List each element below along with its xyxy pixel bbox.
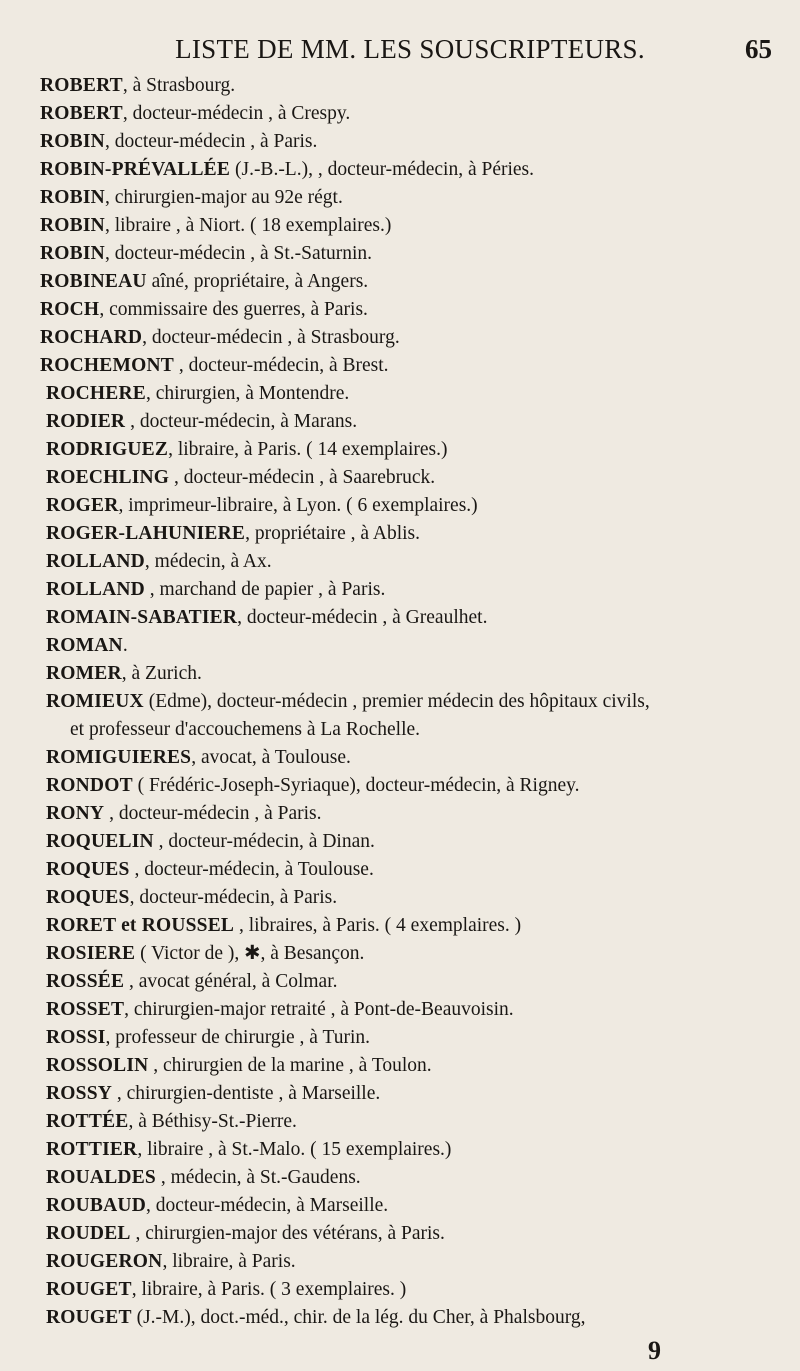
list-item xyxy=(40,1192,770,1220)
subscriber-name: RONY xyxy=(46,803,105,824)
subscriber-details: , chirurgien-major des vétérans, à Paris. xyxy=(130,1223,445,1244)
list-item xyxy=(40,1024,770,1052)
subscriber-name: ROBIN xyxy=(40,215,105,236)
list-item xyxy=(40,520,770,548)
subscriber-details: , docteur-médecin , à St.-Saturnin. xyxy=(104,243,373,264)
subscriber-details: . xyxy=(122,635,128,656)
list-item xyxy=(40,688,770,716)
subscriber-details: , libraires, à Paris. ( 4 exemplaires. ) xyxy=(234,915,522,936)
list-item xyxy=(40,1276,770,1304)
list-item xyxy=(40,856,770,884)
subscriber-name: ROCHERE xyxy=(46,383,146,404)
subscriber-name: ROUALDES xyxy=(46,1167,156,1188)
list-item xyxy=(40,912,770,940)
subscriber-name: ROCH xyxy=(40,299,100,320)
list-item xyxy=(40,1248,770,1276)
subscriber-details: , docteur-médecin , à Crespy. xyxy=(122,103,351,124)
subscriber-details: , imprimeur-libraire, à Lyon. ( 6 exemplaires.) xyxy=(118,495,478,516)
subscriber-details: et professeur d'accouchemens à La Rochelle. xyxy=(70,719,421,740)
subscriber-name: ROUDEL xyxy=(46,1223,131,1244)
subscriber-details: , libraire , à St.-Malo. ( 15 exemplaires.) xyxy=(137,1139,452,1160)
subscriber-name: ROCHEMONT xyxy=(40,355,174,376)
list-item xyxy=(40,436,770,464)
subscriber-details: , docteur-médecin , à Greaulhet. xyxy=(237,607,488,628)
subscriber-details: , médecin, à St.-Gaudens. xyxy=(155,1167,361,1188)
list-item-continuation xyxy=(40,716,770,744)
list-item xyxy=(40,156,770,184)
subscriber-details: , docteur-médecin , à Saarebruck. xyxy=(169,467,436,488)
subscriber-details: (J.-B.-L.), , docteur-médecin, à Péries. xyxy=(230,159,535,180)
subscriber-details: , marchand de papier , à Paris. xyxy=(144,579,386,600)
list-item xyxy=(40,744,770,772)
subscriber-name: ROTTÉE xyxy=(46,1111,129,1132)
list-item xyxy=(40,268,770,296)
list-item xyxy=(40,772,770,800)
subscriber-name: RORET et ROUSSEL xyxy=(46,915,235,936)
subscriber-name: ROBERT xyxy=(40,75,123,96)
subscriber-name: ROMIEUX xyxy=(46,691,144,712)
list-item xyxy=(40,352,770,380)
subscriber-details: (J.-M.), doct.-méd., chir. de la lég. du Cher, à Phalsbourg, xyxy=(131,1307,586,1328)
list-item xyxy=(40,100,770,128)
subscriber-details: , avocat général, à Colmar. xyxy=(124,971,338,992)
subscriber-details: , propriétaire , à Ablis. xyxy=(245,523,421,544)
subscriber-name: ROECHLING xyxy=(46,467,170,488)
subscriber-name: ROBINEAU xyxy=(40,271,147,292)
subscriber-name: RODIER xyxy=(46,411,126,432)
list-item xyxy=(40,492,770,520)
subscriber-name: ROSIERE xyxy=(46,943,136,964)
subscriber-details: , docteur-médecin , à Paris. xyxy=(104,131,318,152)
subscriber-details: , commissaire des guerres, à Paris. xyxy=(99,299,368,320)
subscriber-name: ROBIN-PRÉVALLÉE xyxy=(40,159,231,180)
list-item xyxy=(40,464,770,492)
subscriber-details: (Edme), docteur-médecin , premier médecin des hôpitaux civils, xyxy=(143,691,650,712)
subscriber-name: ROTTIER xyxy=(46,1139,138,1160)
subscriber-details: , libraire , à Niort. ( 18 exemplaires.) xyxy=(104,215,392,236)
subscriber-name: RONDOT xyxy=(46,775,133,796)
subscriber-name: ROLLAND xyxy=(46,551,145,572)
subscriber-list xyxy=(40,72,770,1332)
list-item xyxy=(40,884,770,912)
subscriber-name: ROMIGUIERES xyxy=(46,747,192,768)
list-item xyxy=(40,548,770,576)
list-item xyxy=(40,996,770,1024)
list-item xyxy=(40,1164,770,1192)
subscriber-name: ROMAN xyxy=(46,635,123,656)
subscriber-name: ROUGET xyxy=(46,1279,132,1300)
subscriber-details: , chirurgien, à Montendre. xyxy=(146,383,350,404)
subscriber-details: , docteur-médecin , à Strasbourg. xyxy=(142,327,400,348)
list-item xyxy=(40,1136,770,1164)
list-item xyxy=(40,408,770,436)
subscriber-name: ROGER xyxy=(46,495,119,516)
subscriber-details: , chirurgien de la marine , à Toulon. xyxy=(148,1055,432,1076)
list-item xyxy=(40,324,770,352)
subscriber-details: , professeur de chirurgie , à Turin. xyxy=(105,1027,370,1048)
subscriber-name: ROLLAND xyxy=(46,579,145,600)
subscriber-details: , docteur-médecin, à Brest. xyxy=(173,355,389,376)
subscriber-name: ROUBAUD xyxy=(46,1195,146,1216)
subscriber-details: , avocat, à Toulouse. xyxy=(191,747,351,768)
list-item xyxy=(40,940,770,968)
subscriber-name: ROSSOLIN xyxy=(46,1055,149,1076)
list-item xyxy=(40,1108,770,1136)
list-item xyxy=(40,184,770,212)
list-item xyxy=(40,828,770,856)
subscriber-details: , docteur-médecin , à Paris. xyxy=(104,803,322,824)
subscriber-details: , docteur-médecin, à Marseille. xyxy=(146,1195,389,1216)
subscriber-details: , à Béthisy-St.-Pierre. xyxy=(128,1111,297,1132)
list-item xyxy=(40,660,770,688)
subscriber-name: ROCHARD xyxy=(40,327,143,348)
subscriber-details: , médecin, à Ax. xyxy=(144,551,272,572)
list-item xyxy=(40,576,770,604)
list-item xyxy=(40,212,770,240)
list-item xyxy=(40,800,770,828)
subscriber-name: ROSSI xyxy=(46,1027,106,1048)
subscriber-name: ROUGERON xyxy=(46,1251,163,1272)
subscriber-details: , chirurgien-major retraité , à Pont-de-Beauvoisin. xyxy=(124,999,514,1020)
subscriber-name: ROMER xyxy=(46,663,122,684)
subscriber-details: , docteur-médecin, à Dinan. xyxy=(153,831,375,852)
subscriber-name: ROMAIN-SABATIER xyxy=(46,607,238,628)
list-item xyxy=(40,296,770,324)
subscriber-details: aîné, propriétaire, à Angers. xyxy=(146,271,369,292)
list-item xyxy=(40,1080,770,1108)
list-item xyxy=(40,128,770,156)
page-number: 65 xyxy=(745,34,772,64)
subscriber-details: , à Strasbourg. xyxy=(122,75,236,96)
subscriber-name: ROGER-LAHUNIERE xyxy=(46,523,246,544)
subscriber-details: , libraire, à Paris. ( 14 exemplaires.) xyxy=(168,439,448,460)
list-item xyxy=(40,632,770,660)
signature-mark: 9 xyxy=(648,1336,661,1365)
subscriber-name: ROSSET xyxy=(46,999,125,1020)
list-item xyxy=(40,1052,770,1080)
subscriber-name: ROBIN xyxy=(40,187,105,208)
list-item xyxy=(40,72,770,100)
subscriber-name: ROSSÉE xyxy=(46,971,125,992)
list-item xyxy=(40,968,770,996)
subscriber-name: ROBIN xyxy=(40,131,105,152)
subscriber-details: , chirurgien-major au 92e régt. xyxy=(104,187,343,208)
subscriber-name: ROBIN xyxy=(40,243,105,264)
subscriber-details: , à Zurich. xyxy=(121,663,202,684)
subscriber-details: , docteur-médecin, à Marans. xyxy=(125,411,358,432)
subscriber-name: ROUGET xyxy=(46,1307,132,1328)
subscriber-name: ROQUES xyxy=(46,887,130,908)
list-item xyxy=(40,1304,770,1332)
subscriber-details: , libraire, à Paris. xyxy=(162,1251,296,1272)
list-item xyxy=(40,380,770,408)
list-item xyxy=(40,240,770,268)
subscriber-name: ROQUES xyxy=(46,859,130,880)
page-header xyxy=(40,34,780,70)
subscriber-details: ( Victor de ), ✱, à Besançon. xyxy=(135,943,365,964)
subscriber-name: ROQUELIN xyxy=(46,831,154,852)
list-item xyxy=(40,1220,770,1248)
subscriber-details: , libraire, à Paris. ( 3 exemplaires. ) xyxy=(131,1279,407,1300)
subscriber-details: ( Frédéric-Joseph-Syriaque), docteur-médecin, à Rigney. xyxy=(132,775,580,796)
subscriber-name: RODRIGUEZ xyxy=(46,439,169,460)
subscriber-details: , chirurgien-dentiste , à Marseille. xyxy=(112,1083,381,1104)
list-item xyxy=(40,604,770,632)
subscriber-name: ROBERT xyxy=(40,103,123,124)
subscriber-details: , docteur-médecin, à Paris. xyxy=(129,887,338,908)
subscriber-details: , docteur-médecin, à Toulouse. xyxy=(129,859,374,880)
page-title: LISTE DE MM. LES SOUSCRIPTEURS. xyxy=(175,34,645,64)
subscriber-name: ROSSY xyxy=(46,1083,113,1104)
